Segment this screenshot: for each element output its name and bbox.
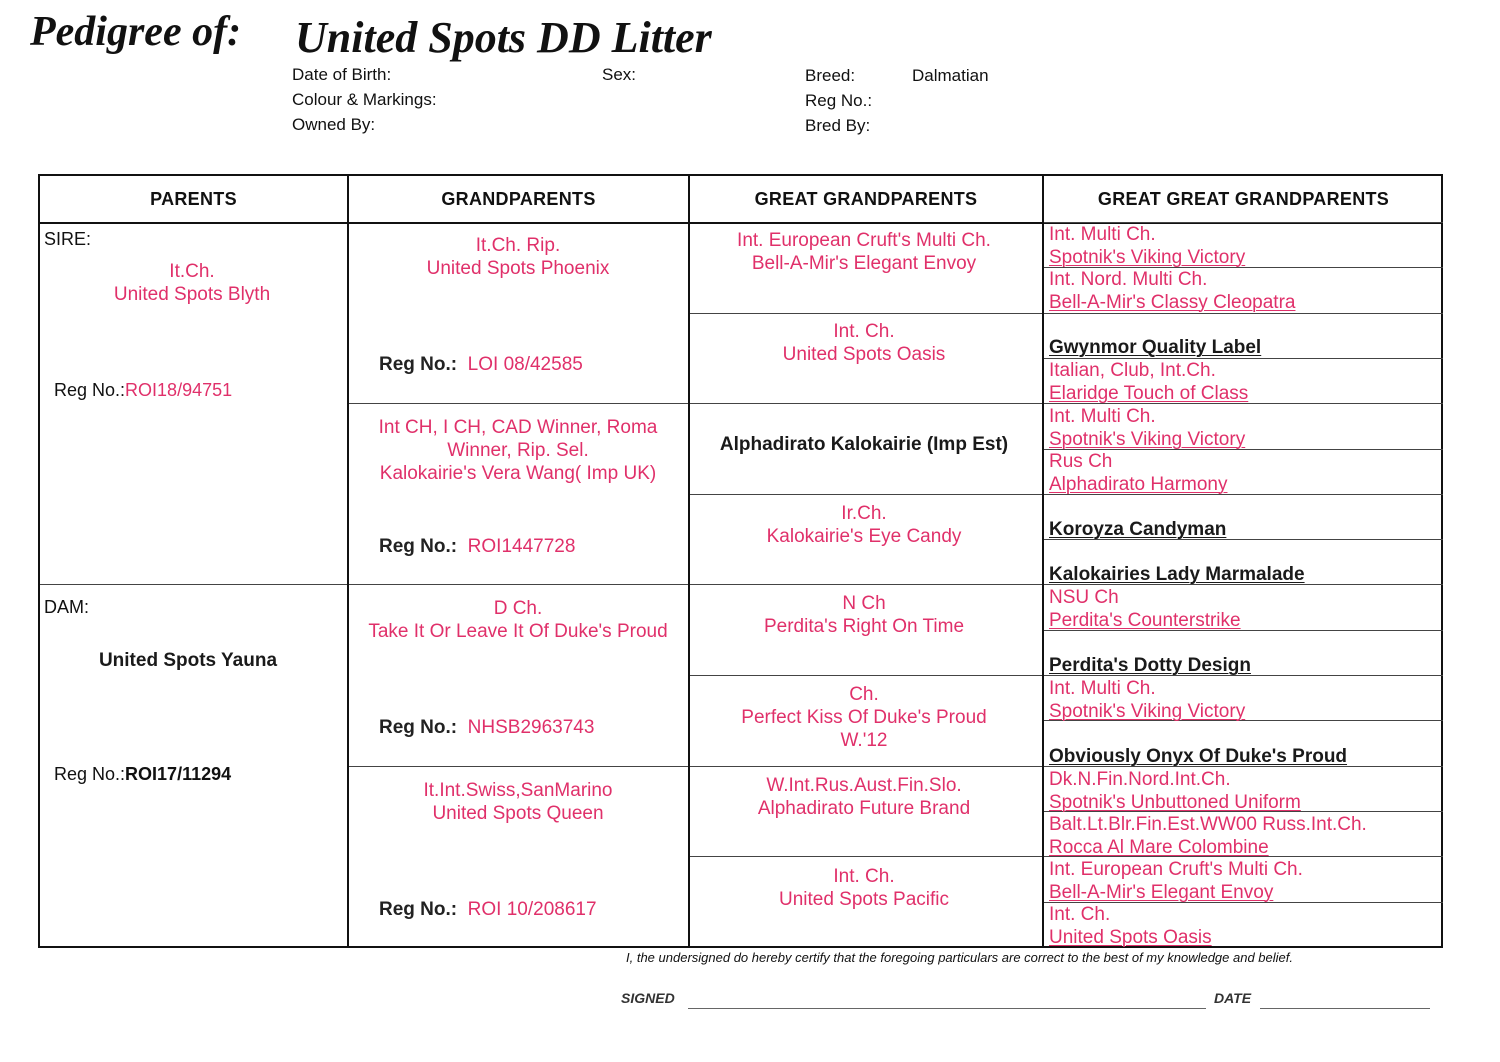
ggp-title: Int. Nord. Multi Ch. (1049, 269, 1208, 290)
sex-label: Sex: (602, 65, 637, 84)
row-divider (349, 766, 688, 767)
great-grandparent-name: United Spots Oasis (782, 344, 946, 365)
reg-label: Reg No.: (379, 354, 458, 375)
grandparent-reg (379, 536, 575, 558)
grandparent-name: Take It Or Leave It Of Duke's Proud (368, 621, 668, 642)
reg-number: LOI 08/42585 (467, 354, 583, 375)
grandparent-entry (350, 597, 686, 643)
ggp-title: Int. Multi Ch. (1049, 224, 1156, 245)
ggp-name: Alphadirato Harmony (1049, 473, 1228, 495)
litter-name: United Spots DD Litter (295, 13, 712, 62)
grandparent-entry (350, 416, 686, 485)
reg-label: Reg No.: (379, 899, 458, 920)
row-divider (690, 494, 1042, 495)
grandparent-title: Int CH, I CH, CAD Winner, Roma (378, 417, 658, 438)
sire-reg-label: Reg No.: (54, 380, 126, 400)
great-great-grandparent-entry (1049, 519, 1226, 542)
grandparent-title: It.Int.Swiss,SanMarino (423, 780, 613, 801)
ggp-name: Spotnik's Viking Victory (1049, 700, 1246, 722)
ggp-title: Rus Ch (1049, 451, 1113, 472)
row-divider (690, 675, 1042, 676)
title-label: Pedigree of: (30, 9, 242, 55)
certification-text: I, the undersigned do hereby certify that the foregoing particulars are correct to the best of my knowledge and belief. (626, 950, 1293, 965)
great-great-grandparent-entry (1049, 904, 1212, 949)
ggp-title: Int. Multi Ch. (1049, 406, 1156, 427)
ggp-name: Kalokairies Lady Marmalade (1049, 564, 1305, 585)
great-grandparent-entry (690, 229, 1038, 275)
ggp-name: Bell-A-Mir's Elegant Envoy (1049, 881, 1274, 903)
grandparent-entry (350, 779, 686, 825)
row-divider (40, 584, 347, 585)
breed-label: Breed: (805, 66, 856, 85)
great-great-grandparent-entry (1049, 655, 1251, 678)
great-grandparent-title: Int. Ch. (833, 866, 895, 887)
grandparent-title: D Ch. (493, 598, 543, 619)
dam-reg-number: ROI17/11294 (125, 764, 232, 784)
colour-label: Colour & Markings: (292, 90, 437, 109)
grandparent-reg (379, 717, 594, 739)
great-grandparent-entry (690, 502, 1038, 548)
great-grandparent-entry (690, 774, 1038, 820)
ggp-name: Spotnik's Viking Victory (1049, 246, 1246, 268)
grandparent-reg (379, 354, 583, 376)
great-grandparent-title-suffix: W.'12 (840, 730, 888, 751)
ggp-name: Spotnik's Unbuttoned Uniform (1049, 791, 1301, 813)
great-great-grandparent-entry (1049, 587, 1241, 632)
great-grandparent-name: Alphadirato Future Brand (757, 798, 971, 819)
ggp-name: Perdita's Counterstrike (1049, 609, 1241, 631)
great-great-grandparent-entry (1049, 859, 1303, 904)
sire-title: It.Ch. (169, 261, 215, 282)
pedigree-table (38, 174, 1443, 948)
great-grandparent-title: N Ch (842, 593, 886, 614)
grandparent-title-cont: Winner, Rip. Sel. (447, 440, 589, 461)
great-grandparent-title: Int. European Cruft's Multi Ch. (737, 230, 991, 251)
ggp-name: Elaridge Touch of Class (1049, 382, 1249, 404)
ggp-name: Spotnik's Viking Victory (1049, 428, 1246, 450)
ggp-title: Int. Ch. (1049, 904, 1111, 925)
ggp-name: Gwynmor Quality Label (1049, 337, 1262, 358)
grandparent-name: United Spots Phoenix (426, 258, 610, 279)
dam-reg-label: Reg No.: (54, 764, 126, 784)
great-great-grandparent-entry (1049, 678, 1245, 723)
regno-label: Reg No.: (805, 91, 873, 110)
owned-label: Owned By: (292, 115, 376, 134)
sire-reg (54, 380, 232, 401)
ggp-name: United Spots Oasis (1049, 926, 1212, 948)
ggp-title: NSU Ch (1049, 587, 1119, 608)
ggp-name: Perdita's Dotty Design (1049, 655, 1251, 676)
great-grandparent-entry (690, 683, 1038, 752)
ggp-title: Int. Multi Ch. (1049, 678, 1156, 699)
column-divider (347, 176, 349, 946)
great-grandparent-name: Alphadirato Kalokairie (Imp Est) (719, 434, 1009, 455)
great-great-grandparent-entry (1049, 224, 1245, 269)
great-great-grandparent-entry (1049, 406, 1245, 451)
great-grandparent-title: Int. Ch. (833, 321, 895, 342)
great-grandparent-title: W.Int.Rus.Aust.Fin.Slo. (766, 775, 962, 796)
great-great-grandparent-entry (1049, 814, 1367, 859)
grandparent-entry (350, 234, 686, 280)
great-grandparent-title: Ch. (849, 684, 879, 705)
great-great-grandparent-entry (1049, 746, 1347, 769)
ggp-name: Koroyza Candyman (1049, 519, 1227, 540)
dam-name: United Spots Yauna (98, 650, 278, 671)
grandparent-reg (379, 899, 597, 921)
header-great-grandparents: GREAT GRANDPARENTS (690, 176, 1042, 224)
great-grandparent-title: Ir.Ch. (841, 503, 887, 524)
row-divider (690, 766, 1042, 767)
great-grandparent-name: Bell-A-Mir's Elegant Envoy (751, 253, 977, 274)
great-grandparent-name: United Spots Pacific (778, 889, 950, 910)
great-great-grandparent-entry (1049, 269, 1295, 314)
column-divider (688, 176, 690, 946)
great-grandparent-name: Kalokairie's Eye Candy (766, 526, 962, 547)
column-divider (1042, 176, 1044, 946)
row-divider (690, 313, 1042, 314)
sire-label: SIRE: (44, 229, 92, 249)
great-great-grandparent-entry (1049, 564, 1305, 587)
ggp-name: Rocca Al Mare Colombine (1049, 836, 1269, 858)
great-grandparent-entry (690, 320, 1038, 366)
row-divider (349, 403, 688, 404)
great-great-grandparent-entry (1049, 337, 1261, 360)
header-parents: PARENTS (40, 176, 347, 224)
reg-number: NHSB2963743 (467, 717, 595, 738)
grandparent-name: United Spots Queen (432, 803, 604, 824)
header-great-great-grandparents: GREAT GREAT GRANDPARENTS (1044, 176, 1443, 224)
great-great-grandparent-entry (1049, 360, 1248, 405)
great-grandparent-name: Perfect Kiss Of Duke's Proud (741, 707, 987, 728)
ggp-title: Dk.N.Fin.Nord.Int.Ch. (1049, 769, 1231, 790)
signature-line[interactable] (688, 1008, 1206, 1009)
row-divider (690, 856, 1042, 857)
ggp-title: Italian, Club, Int.Ch. (1049, 360, 1216, 381)
sire-entry (40, 260, 344, 306)
date-line[interactable] (1260, 1008, 1430, 1009)
sire-reg-number: ROI18/94751 (125, 380, 233, 400)
ggp-name: Obviously Onyx Of Duke's Proud (1049, 746, 1348, 767)
ggp-name: Bell-A-Mir's Classy Cleopatra (1049, 291, 1296, 313)
date-label: DATE (1214, 990, 1252, 1006)
signed-label: SIGNED (621, 990, 675, 1006)
reg-number: ROI 10/208617 (467, 899, 597, 920)
great-grandparent-name: Perdita's Right On Time (763, 616, 965, 637)
reg-label: Reg No.: (379, 536, 458, 557)
reg-label: Reg No.: (379, 717, 458, 738)
great-great-grandparent-entry (1049, 769, 1301, 814)
row-divider (690, 584, 1042, 585)
great-grandparent-entry (690, 592, 1038, 638)
dob-label: Date of Birth: (292, 65, 392, 84)
grandparent-title: It.Ch. Rip. (475, 235, 561, 256)
row-divider (1044, 222, 1443, 223)
dam-reg (54, 764, 231, 785)
dam-label: DAM: (44, 597, 89, 617)
row-divider (690, 403, 1042, 404)
sire-name: United Spots Blyth (113, 284, 271, 305)
reg-number: ROI1447728 (467, 536, 576, 557)
row-divider (349, 584, 688, 585)
great-great-grandparent-entry (1049, 451, 1227, 496)
bred-label: Bred By: (805, 116, 871, 135)
header-grandparents: GRANDPARENTS (349, 176, 688, 224)
ggp-title: Int. European Cruft's Multi Ch. (1049, 859, 1303, 880)
ggp-title: Balt.Lt.Blr.Fin.Est.WW00 Russ.Int.Ch. (1049, 814, 1367, 835)
breed-value: Dalmatian (912, 66, 989, 85)
great-grandparent-entry (690, 865, 1038, 911)
grandparent-name: Kalokairie's Vera Wang( Imp UK) (379, 463, 657, 484)
